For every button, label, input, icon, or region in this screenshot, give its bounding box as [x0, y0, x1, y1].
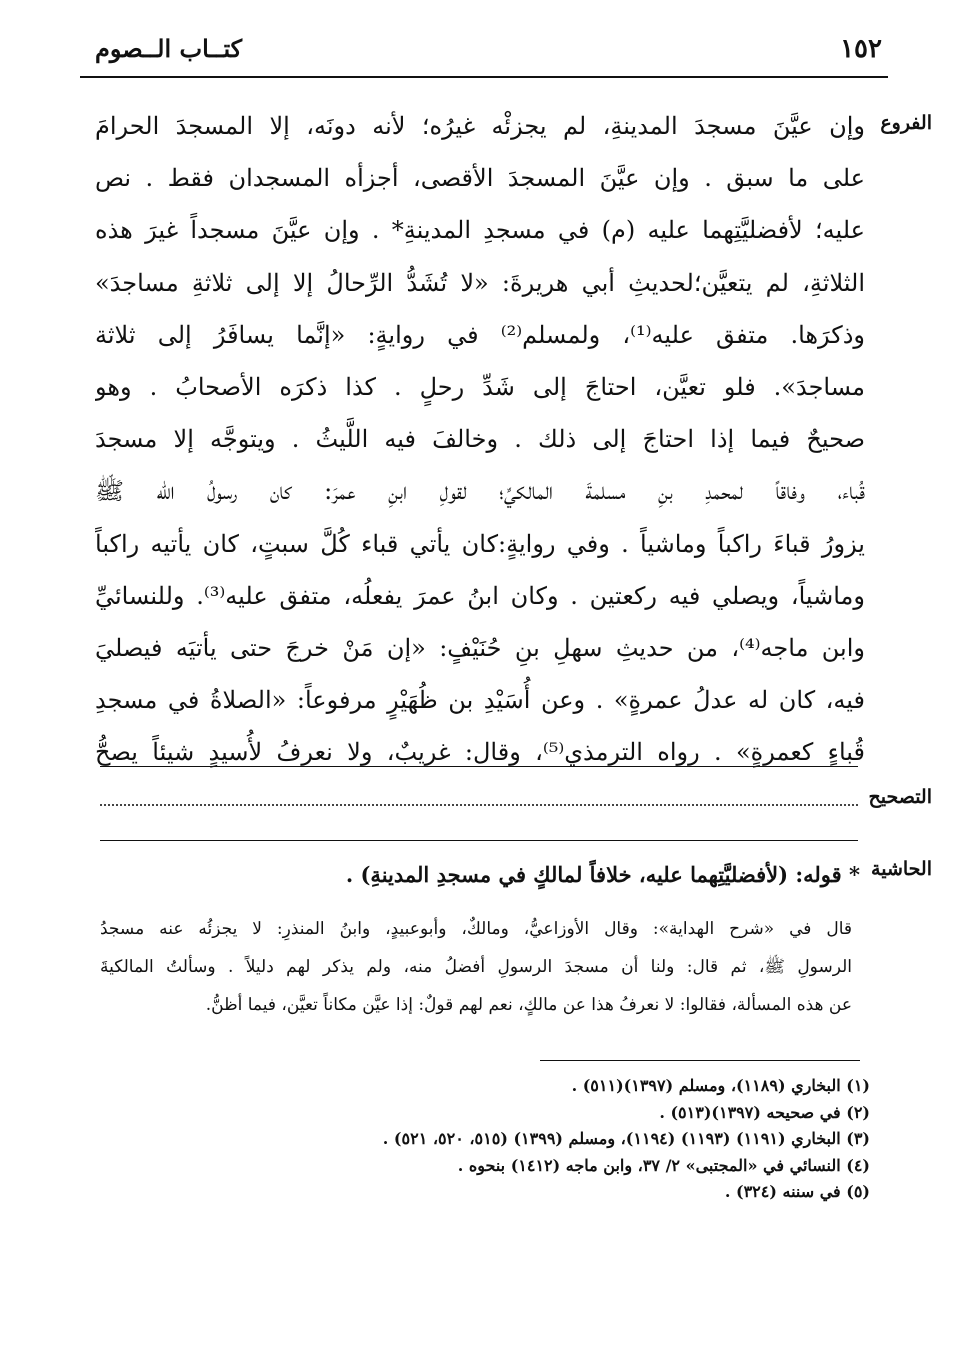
running-header-title: كتــاب الــصوم: [95, 34, 243, 63]
label-tashih: التصحيح: [868, 786, 932, 808]
label-hashiya: الحاشية: [871, 858, 932, 880]
footnote: (٤) النسائي في «المجتبى» ٢/ ٣٧، وابن ماجه (١٤١٢) بنحوه .: [457, 1155, 870, 1175]
hashiya-line: الرسولِ ﷺ، ثم قال: ولنا أن مسجدَ الرسولِ أفضلُ منه، ولم يذكر لهم دليلاً . وسألتُ المالكيةَ: [100, 957, 852, 977]
tashih-dotted-line: [100, 804, 858, 806]
main-line: يزورُ قباءَ راكباً وماشياً . وفي روايةٍ:كان يأتي قباء كُلَّ سبتٍ، كان يأتيه راكباً: [95, 529, 865, 558]
main-text: [95, 100, 865, 778]
footnote: (١) البخاري (١١٨٩)، ومسلم (١٣٩٧)(٥١١) .: [571, 1076, 870, 1095]
hashiya-line: عن هذه المسألة، فقالوا: لا نعرفُ هذا عن مالكٍ، نعم لهم قولٌ: إذا عيَّن مكاناً تعيَّن، فيما أظنُّ.: [205, 995, 852, 1015]
main-line: على ما سبق . وإن عيَّنَ المسجدَ الأقصى، أجزأه المسجدان فقط . نص: [95, 164, 865, 193]
main-line: وماشياً، ويصلي فيه ركعتين . وكان ابنُ عمرَ يفعلُه، متفق عليه⁽³⁾. وللنسائيِّ: [95, 581, 865, 610]
main-line: وابن ماجه⁽⁴⁾، من حديثِ سهلِ بنِ حُنَيْفٍ: «إن مَنْ خرجَ حتى يأتيَه فيصليَ: [95, 633, 865, 662]
hashiya-line: قال في «شرح الهداية»: وقال الأوزاعيُّ، ومالكٌ، وأبوعبيدٍ، وابنُ المنذرِ: لا يجزئُه عنه مسجدُ: [100, 919, 852, 939]
section-rule-top: [100, 766, 858, 767]
main-line: مساجدَ». فلو تعيَّن، احتاجَ إلى شَدِّ رحلٍ . كذا ذكرَه الأصحابُ . وهو: [95, 372, 865, 401]
main-line: وإن عيَّنَ مسجدَ المدينةِ، لم يجزئْه غيرُه؛ لأنه دونَه، إلا المسجدَ الحرامَ: [95, 112, 865, 140]
footnotes: [100, 1073, 870, 1206]
hashiya-text: [100, 910, 852, 1024]
main-line: قُباء، وفاقاً لمحمدِ بنِ مسلمةَ المالكيِّ؛ لقولِ ابنِ عمرَ: كان رسولُ الله ﷺ: [95, 477, 865, 506]
page-number: ١٥٢: [840, 34, 882, 64]
main-line: وذكرَها. متفق عليه⁽¹⁾، ولمسلم⁽²⁾ في روايةٍ: «إنَّما يسافَرُ إلى ثلاثة: [95, 320, 865, 349]
footnote-rule: [540, 1060, 860, 1061]
label-furu: الفروع: [880, 112, 932, 134]
main-line: عليه؛ لأفضليَّتِهما عليه (م) في مسجدِ المدينةِ* . وإن عيَّنَ مسجداً غيرَ هذه: [95, 216, 865, 245]
hashiya-heading: * قوله: (لأفضليَّتِهما عليه، خلافاً لمالكٍ في مسجدِ المدينةِ) .: [345, 862, 860, 887]
main-line: قُباءٍ كعمرةٍ» . رواه الترمذي⁽⁵⁾، وقال: غريبٌ، ولا نعرفُ لأُسيدٍ شيئاً يصحُّ: [95, 738, 865, 767]
main-line: فيه، كان له عدلُ عمرةٍ» . وعن أُسَيْدِ بن ظُهَيْرٍ مرفوعاً: «الصلاةُ في مسجدِ: [95, 686, 865, 715]
footnote: (٢) في صحيحه (١٣٩٧)(٥١٣) .: [659, 1102, 870, 1122]
section-rule-bottom: [100, 840, 858, 841]
header-rule: [80, 76, 888, 78]
main-line: الثلاثةِ، لم يتعيَّن؛لحديثِ أبي هريرةَ: «لا تُشَدُّ الرِّحالُ إلا إلى ثلاثةِ مساجدَ»: [95, 268, 865, 297]
footnote: (٣) البخاري (١١٩١) (١١٩٣) (١١٩٤)، ومسلم (١٣٩٩) (٥١٥، ٥٢٠، ٥٢١) .: [382, 1129, 870, 1148]
main-line: صحيحٌ فيما إذا احتاجَ إلى ذلك . وخالفَ فيه اللَّيثُ . ويتوجَّه إلا مسجدَ: [95, 425, 865, 454]
footnote: (٥) في سننه (٣٢٤) .: [724, 1182, 870, 1201]
